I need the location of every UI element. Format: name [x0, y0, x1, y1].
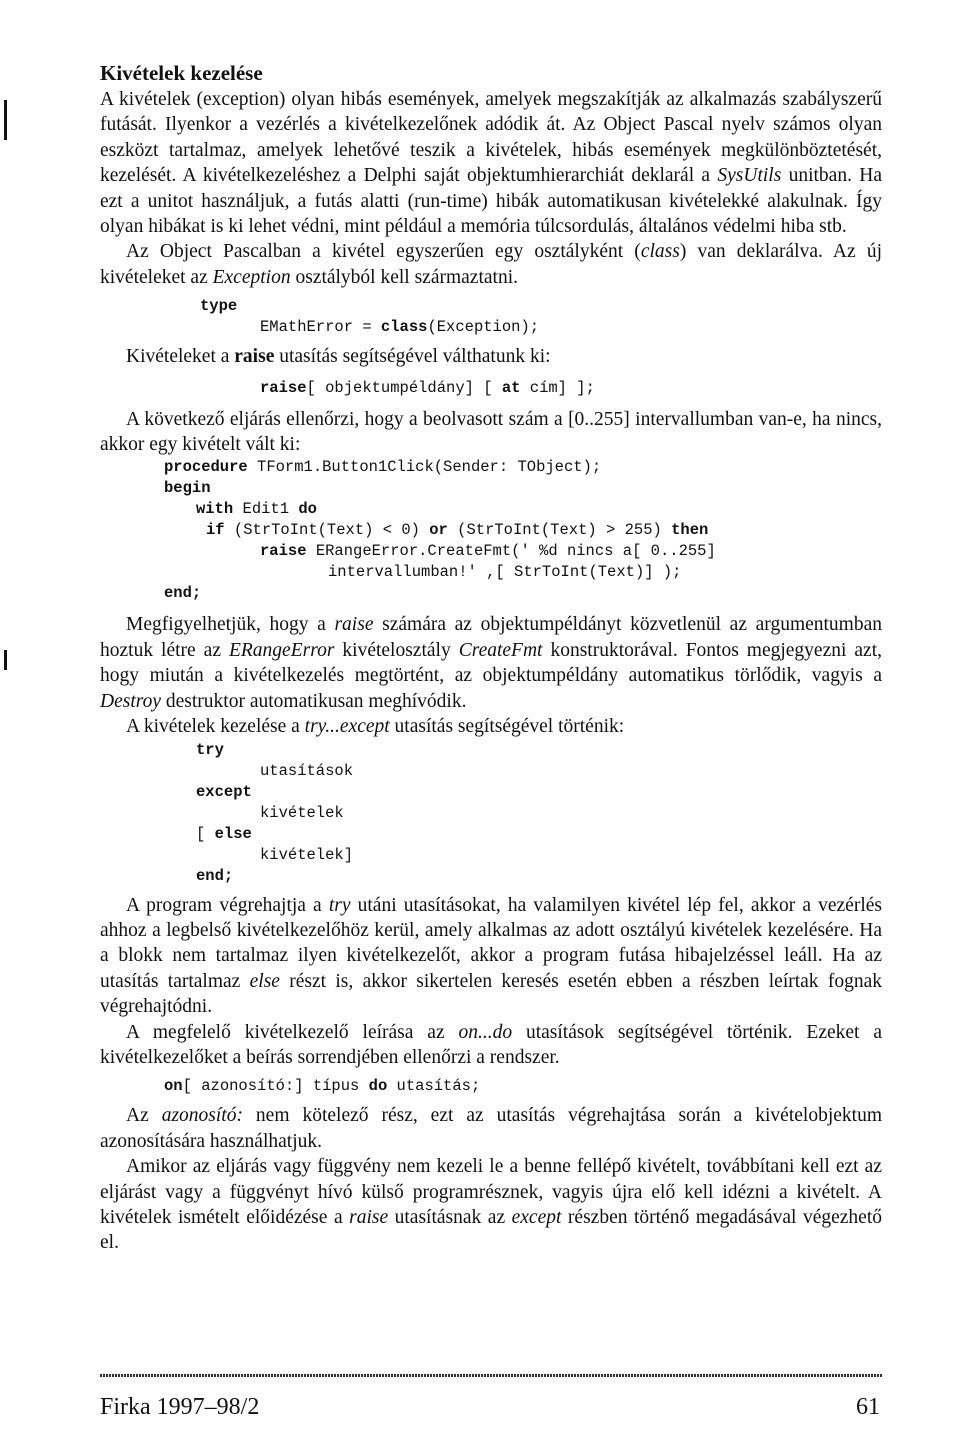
- code-keyword: end;: [196, 866, 234, 885]
- code-line: [100, 803, 882, 824]
- code-keyword: raise: [260, 542, 307, 561]
- code-keyword: begin: [164, 479, 211, 498]
- margin-mark: [4, 650, 7, 670]
- margin-mark: [4, 100, 7, 140]
- term-raise: raise: [334, 614, 374, 636]
- code-block-type: [100, 296, 882, 338]
- code-keyword: or: [429, 521, 448, 540]
- text-run: utasítások segítségével történik. Ezeket a kivételkezelőket a beírás sorrendjében ellenőrzi a rendszer.: [100, 1021, 882, 1068]
- term-azonosito: azonosító:: [161, 1105, 243, 1127]
- term-class: class: [640, 241, 680, 263]
- paragraph-10: [100, 1154, 882, 1256]
- term-try-except: try...except: [304, 716, 390, 738]
- text-run: osztályból kell származtatni.: [290, 266, 518, 288]
- code-text: Edit1: [233, 500, 299, 519]
- term-raise: raise: [349, 1206, 389, 1228]
- paragraph-1: [100, 87, 882, 239]
- code-line: [100, 457, 882, 478]
- paragraph-6: [100, 714, 882, 739]
- code-block-procedure: [100, 457, 882, 604]
- text-run: részben történő megadásával végezhető el.: [100, 1206, 882, 1254]
- journal-issue: Firka 1997–98/2: [100, 1394, 260, 1420]
- code-line: [100, 317, 882, 338]
- code-keyword: at: [501, 378, 521, 397]
- code-text: (Exception);: [427, 318, 540, 337]
- text-run: Amikor az eljárás vagy függvény nem kezeli le a benne fellépő kivételt, továbbítani kell ezt az eljárást vagy a függvényt hívó külső programrésznek, vagyis újra elő kell idézni a kivételt. A kivételek ismételt előidézése a: [100, 1156, 882, 1228]
- code-text: intervallumban!' ,[ StrToInt(Text)] );: [328, 563, 682, 582]
- code-line: [100, 782, 882, 803]
- text-run: A megfelelő kivételkezelő leírása az: [126, 1021, 459, 1043]
- text-run: utáni utasításokat, ha valamilyen kivétel lép fel, akkor a vezérlés ahhoz a legbelső kivételkezelőhöz kerül, amely alkalmas az adott osztályú kivételek kezelésére. Ha a blokk nem tartalmaz ilyen kivételkezelőt, akkor a program futása hibajelzéssel leáll. Ha az utasítás tartalmaz: [100, 894, 882, 992]
- text-run: konstruktorával. Fontos megjegyezni azt, hogy miután a kivételkezelés megtörtént, az objektumpéldány automatikus törlődik, vagyis a: [100, 639, 882, 687]
- code-text: TForm1.Button1Click(Sender: TObject);: [247, 458, 602, 477]
- term-createfmt: CreateFmt: [458, 639, 543, 661]
- text-run: Az: [126, 1105, 162, 1127]
- code-line: [100, 520, 882, 541]
- section-heading: Kivételek kezelése: [100, 61, 263, 85]
- text-run: utasítás segítségével történik:: [389, 716, 625, 738]
- code-keyword: type: [200, 297, 238, 316]
- text-run: számára az objektumpéldányt közvetlenül az argumentumban hoztuk létre az: [100, 614, 883, 661]
- code-keyword: with: [196, 500, 234, 519]
- text-run: utasításnak az: [388, 1206, 512, 1228]
- code-keyword: raise: [260, 378, 307, 397]
- text-run: unitban. Ha ezt a unitot használjuk, a futás alatti (run-time) hibák automatikusan kivételekké alakulnak. Így olyan hibákat is ki lehet védni, mint például a memória túlcsordulás, általános védelmi hiba stb.: [100, 165, 882, 238]
- paragraph-8: [100, 1020, 882, 1071]
- term-sysutils: SysUtils: [717, 165, 782, 187]
- text-run: utasítás segítségével válthatunk ki:: [274, 346, 551, 368]
- code-text: (StrToInt(Text) > 255): [447, 521, 672, 540]
- term-raise: raise: [234, 346, 275, 368]
- term-erangeerror: ERangeError: [228, 639, 335, 661]
- code-line: [100, 562, 882, 583]
- code-text: ERangeError.CreateFmt(' %d nincs a[ 0..255]: [306, 542, 716, 561]
- code-line: [100, 478, 882, 499]
- code-keyword: on: [164, 1077, 183, 1096]
- text-run: A kivételek kezelése a: [126, 716, 305, 738]
- paragraph-7: [100, 893, 882, 1020]
- text-run: Az Object Pascalban a kivétel egyszerűen egy osztályként (: [126, 241, 641, 263]
- paragraph-4: A következő eljárás ellenőrzi, hogy a beolvasott szám a [0..255] intervallumban van-e, ha nincs, akkor egy kivételt vált ki:: [100, 408, 882, 456]
- page-body: [100, 60, 882, 1256]
- text-run: ) van deklarálva. Az új kivételeket az: [100, 241, 882, 288]
- code-keyword: then: [671, 521, 709, 540]
- text-run: Megfigyelhetjük, hogy a: [126, 614, 335, 636]
- term-except: except: [511, 1206, 562, 1228]
- code-line: [100, 499, 882, 520]
- text-run: Kivételeket a: [126, 346, 235, 368]
- text-run: A program végrehajtja a: [126, 894, 329, 916]
- code-line-on: [100, 1076, 882, 1097]
- code-keyword: do: [368, 1077, 388, 1096]
- code-text: utasítások: [260, 761, 354, 780]
- code-line: [100, 761, 882, 782]
- text-run: destruktor automatikusan meghívódik.: [161, 690, 467, 712]
- code-keyword: except: [196, 782, 252, 801]
- paragraph-9: [100, 1103, 882, 1154]
- term-on-do: on...do: [458, 1021, 513, 1043]
- code-line: [100, 583, 882, 604]
- code-text: [: [196, 824, 215, 843]
- term-try: try: [328, 894, 351, 916]
- paragraph-5: [100, 612, 882, 714]
- code-text: kivételek: [260, 803, 344, 822]
- paragraph-3: [100, 344, 882, 369]
- code-text: [ objektumpéldány] [: [306, 378, 502, 397]
- page-number: 61: [856, 1394, 880, 1420]
- code-text: [ azonosító:] típus: [182, 1077, 369, 1096]
- paragraph-2: [100, 239, 882, 290]
- code-keyword: class: [380, 318, 428, 337]
- code-line: [100, 866, 882, 887]
- code-line: [100, 296, 882, 317]
- code-keyword: else: [214, 824, 252, 843]
- code-line-raise: [100, 378, 882, 399]
- code-line: [100, 740, 882, 761]
- code-block-try: [100, 740, 882, 887]
- code-line: [100, 824, 882, 845]
- code-text: cím] ];: [520, 378, 595, 397]
- text-run: részt is, akkor sikertelen keresés esetén ebben a részben leírtak fognak végrehajtódni.: [100, 970, 883, 1018]
- code-keyword: end;: [164, 584, 202, 603]
- code-text: EMathError =: [260, 318, 381, 337]
- code-line: [100, 541, 882, 562]
- term-else: else: [249, 970, 280, 992]
- code-keyword: try: [196, 740, 224, 759]
- code-keyword: if: [206, 521, 225, 540]
- text-run: nem kötelező rész, ezt az utasítás végrehajtása során a kivételobjektum azonosítására használhatjuk.: [100, 1105, 882, 1152]
- code-text: kivételek]: [260, 845, 354, 864]
- text-run: A kivételek (exception) olyan hibás események, amelyek megszakítják az alkalmazás szabályszerű futását. Ilyenkor a vezérlés a kivételkezelőnek adódik át. Az Object Pascal nyelv számos olyan eszközt tartalmaz, amelyek lehetővé teszik a kivételek, hibás események megkülönböztetését, kezelését. A kivételkezeléshez a Delphi saját objektumhierarchiát deklarál a: [100, 89, 882, 187]
- footer-rule: [100, 1374, 882, 1377]
- code-line: [100, 845, 882, 866]
- code-keyword: procedure: [164, 458, 248, 477]
- code-text: (StrToInt(Text) < 0): [224, 521, 430, 540]
- text-run: kivételosztály: [334, 639, 459, 661]
- code-text: utasítás;: [387, 1077, 481, 1096]
- term-exception: Exception: [212, 266, 291, 288]
- code-keyword: do: [298, 500, 317, 519]
- term-destroy: Destroy: [100, 690, 162, 712]
